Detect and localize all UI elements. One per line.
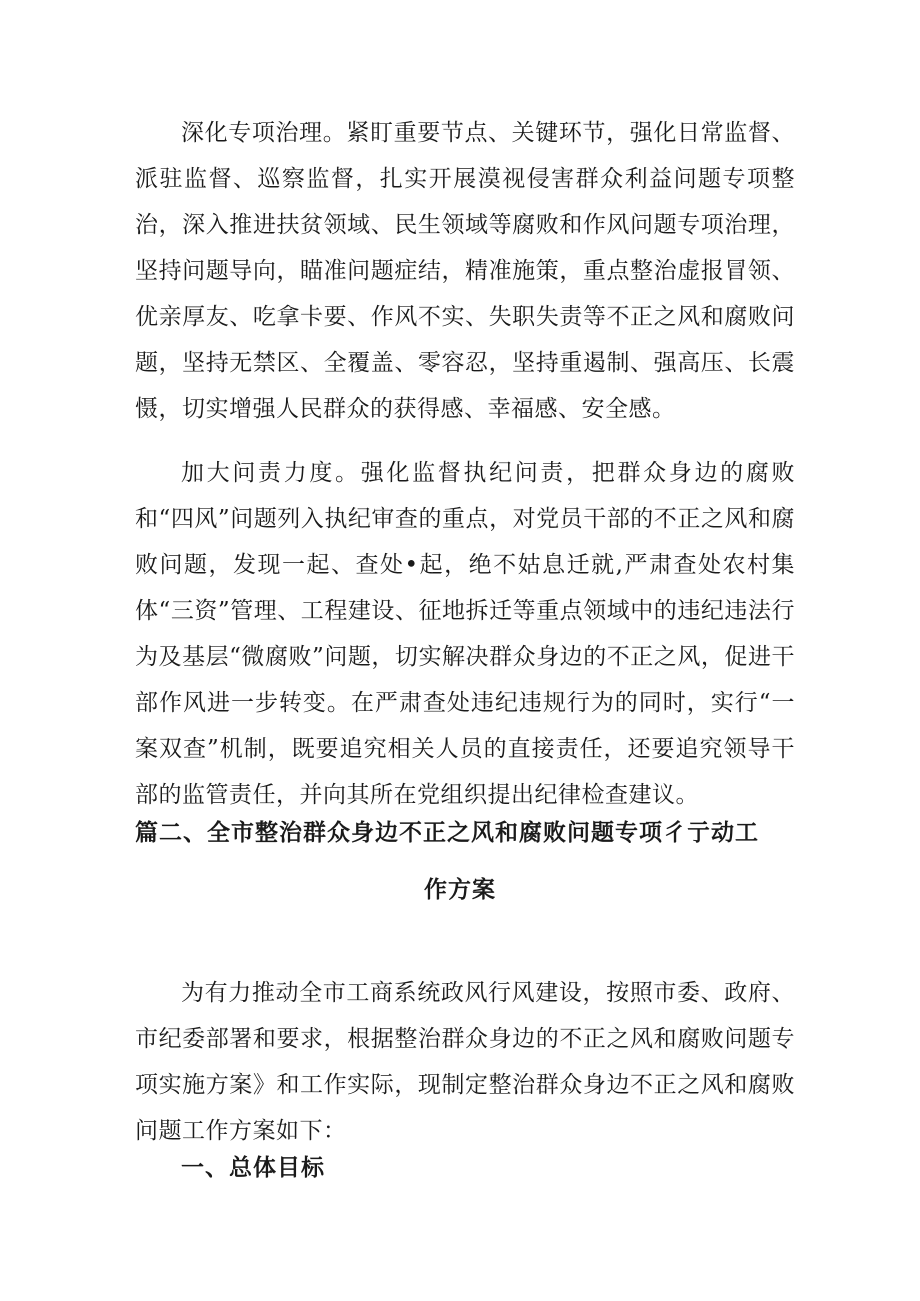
- paragraph-intro: 为有力推动全市工商系统政风行风建设，按照市委、政府、市纪委部署和要求，根据整治群众身边的不正之风和腐败问题专项实施方案》和工作实际，现制定整治群众身边不正之风和腐败问题工作方案如下：: [135, 980, 795, 1144]
- document-title-line-2: 作方案: [424, 877, 496, 903]
- section-heading-overall-goal: 一、总体目标: [181, 1155, 325, 1181]
- document-title-line-1: 篇二、全市整治群众身边不正之风和腐败问题专项彳亍动工: [135, 820, 759, 846]
- paragraph-special-governance: 深化专项治理。紧盯重要节点、关键环节，强化日常监督、派驻监督、巡察监督，扎实开展漠视侵害群众利益问题专项整治，深入推进扶贫领域、民生领域等腐败和作风问题专项治理，坚持问题导向，瞄准问题症结，精准施策，重点整治虚报冒领、优亲厚友、吃拿卡要、作风不实、失职失责等不正之风和腐败问题，坚持无禁区、全覆盖、零容忍，坚持重遏制、强高压、长震慑，切实增强人民群众的获得感、幸福感、安全感。: [135, 120, 795, 422]
- paragraph-accountability: 加大问责力度。强化监督执纪问责，把群众身边的腐败和“四风”问题列入执纪审查的重点，对党员干部的不正之风和腐败问题，发现一起、查处•起，绝不姑息迁就,严肃查处农村集体“三资”管理、工程建设、征地拆迁等重点领域中的违纪违法行为及基层“微腐败”问题，切实解决群众身边的不正之风，促进干部作风进一步转变。在严肃查处违纪违规行为的同时，实行“一案双查”机制，既要追究相关人员的直接责任，还要追究领导干部的监管责任，并向其所在党组织提出纪律检查建议。: [135, 460, 795, 808]
